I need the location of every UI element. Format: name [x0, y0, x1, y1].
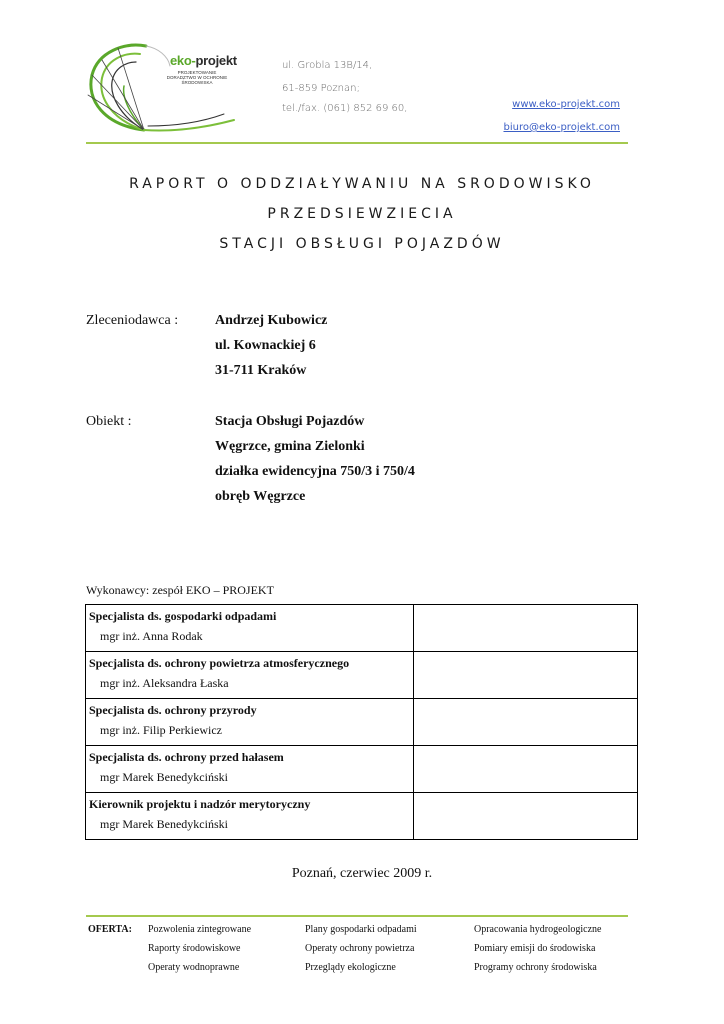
- team-role: Kierownik projektu i nadzór merytoryczny: [89, 797, 311, 811]
- object-name: Stacja Obsługi Pojazdów: [215, 414, 365, 429]
- footer-offer-item: Operaty ochrony powietrza: [305, 943, 415, 954]
- footer-offer-item: Operaty wodnoprawne: [148, 962, 240, 973]
- team-cell: [86, 699, 414, 746]
- object-area: obręb Węgrzce: [215, 489, 306, 504]
- team-role: Specjalista ds. ochrony powietrza atmosferycznego: [89, 656, 350, 670]
- footer-divider: [86, 915, 628, 917]
- signature-cell: [414, 793, 638, 840]
- client-city: 31-711 Kraków: [215, 363, 307, 378]
- client-label: Zleceniodawca :: [86, 313, 179, 328]
- signature-cell: [414, 699, 638, 746]
- email-link[interactable]: biuro@eko-projekt.com: [503, 122, 620, 133]
- title-line-2: PRZEDSIEWZIECIA: [267, 206, 457, 222]
- client-street: ul. Kownackiej 6: [215, 338, 316, 353]
- logo-name-suffix: projekt: [195, 53, 237, 68]
- logo-name-prefix: eko-: [170, 53, 196, 68]
- team-cell: [86, 746, 414, 793]
- team-person: mgr inż. Anna Rodak: [100, 629, 203, 643]
- place-date: Poznań, czerwiec 2009 r.: [291, 866, 433, 881]
- client-name: Andrzej Kubowicz: [215, 313, 328, 328]
- footer-offer-label: OFERTA:: [88, 924, 132, 935]
- table-row: [86, 793, 638, 840]
- footer-offer-item: Przeglądy ekologiczne: [305, 962, 396, 973]
- header-divider: [86, 142, 628, 144]
- team-cell: [86, 652, 414, 699]
- team-person: mgr Marek Benedykciński: [100, 770, 228, 784]
- signature-cell: [414, 605, 638, 652]
- table-row: [86, 652, 638, 699]
- footer-offer-item: Pomiary emisji do środowiska: [474, 943, 596, 954]
- team-cell: [86, 605, 414, 652]
- address-street: ul. Grobla 13B/14,: [282, 60, 373, 71]
- team-cell: [86, 793, 414, 840]
- team-role: Specjalista ds. ochrony przyrody: [89, 703, 257, 717]
- table-row: [86, 605, 638, 652]
- team-role: Specjalista ds. gospodarki odpadami: [89, 609, 277, 623]
- team-role: Specjalista ds. ochrony przed hałasem: [89, 750, 284, 764]
- website-link[interactable]: www.eko-projekt.com: [512, 99, 620, 110]
- footer-offer-item: Programy ochrony środowiska: [474, 962, 597, 973]
- signature-cell: [414, 746, 638, 793]
- title-line-1: RAPORT O ODDZIAŁYWANIU NA SRODOWISKO: [129, 176, 595, 192]
- team-person: mgr inż. Aleksandra Łaska: [100, 676, 229, 690]
- team-label: Wykonawcy: zespół EKO – PROJEKT: [86, 583, 274, 597]
- team-person: mgr inż. Filip Perkiewicz: [100, 723, 222, 737]
- object-label: Obiekt :: [86, 414, 132, 429]
- address-phone: tel./fax. (061) 852 69 60,: [282, 103, 408, 114]
- team-table: [85, 604, 638, 840]
- object-parcel: działka ewidencyjna 750/3 i 750/4: [215, 464, 415, 479]
- logo-wordmark: [170, 53, 237, 68]
- signature-cell: [414, 652, 638, 699]
- table-row: [86, 699, 638, 746]
- team-person: mgr Marek Benedykciński: [100, 817, 228, 831]
- footer-offer-item: Opracowania hydrogeologiczne: [474, 924, 602, 935]
- logo-tagline: PROJEKTOWANIE DORADZTWO W OCHRONIE ŚRODOWISKA: [166, 70, 228, 85]
- title-line-3: STACJI OBSŁUGI POJAZDÓW: [219, 236, 505, 252]
- table-row: [86, 746, 638, 793]
- footer-offer-item: Pozwolenia zintegrowane: [148, 924, 252, 935]
- object-location: Węgrzce, gmina Zielonki: [215, 439, 365, 454]
- address-city: 61-859 Poznan;: [282, 83, 360, 94]
- footer-offer-item: Raporty środowiskowe: [148, 943, 241, 954]
- footer-offer-item: Plany gospodarki odpadami: [305, 924, 417, 935]
